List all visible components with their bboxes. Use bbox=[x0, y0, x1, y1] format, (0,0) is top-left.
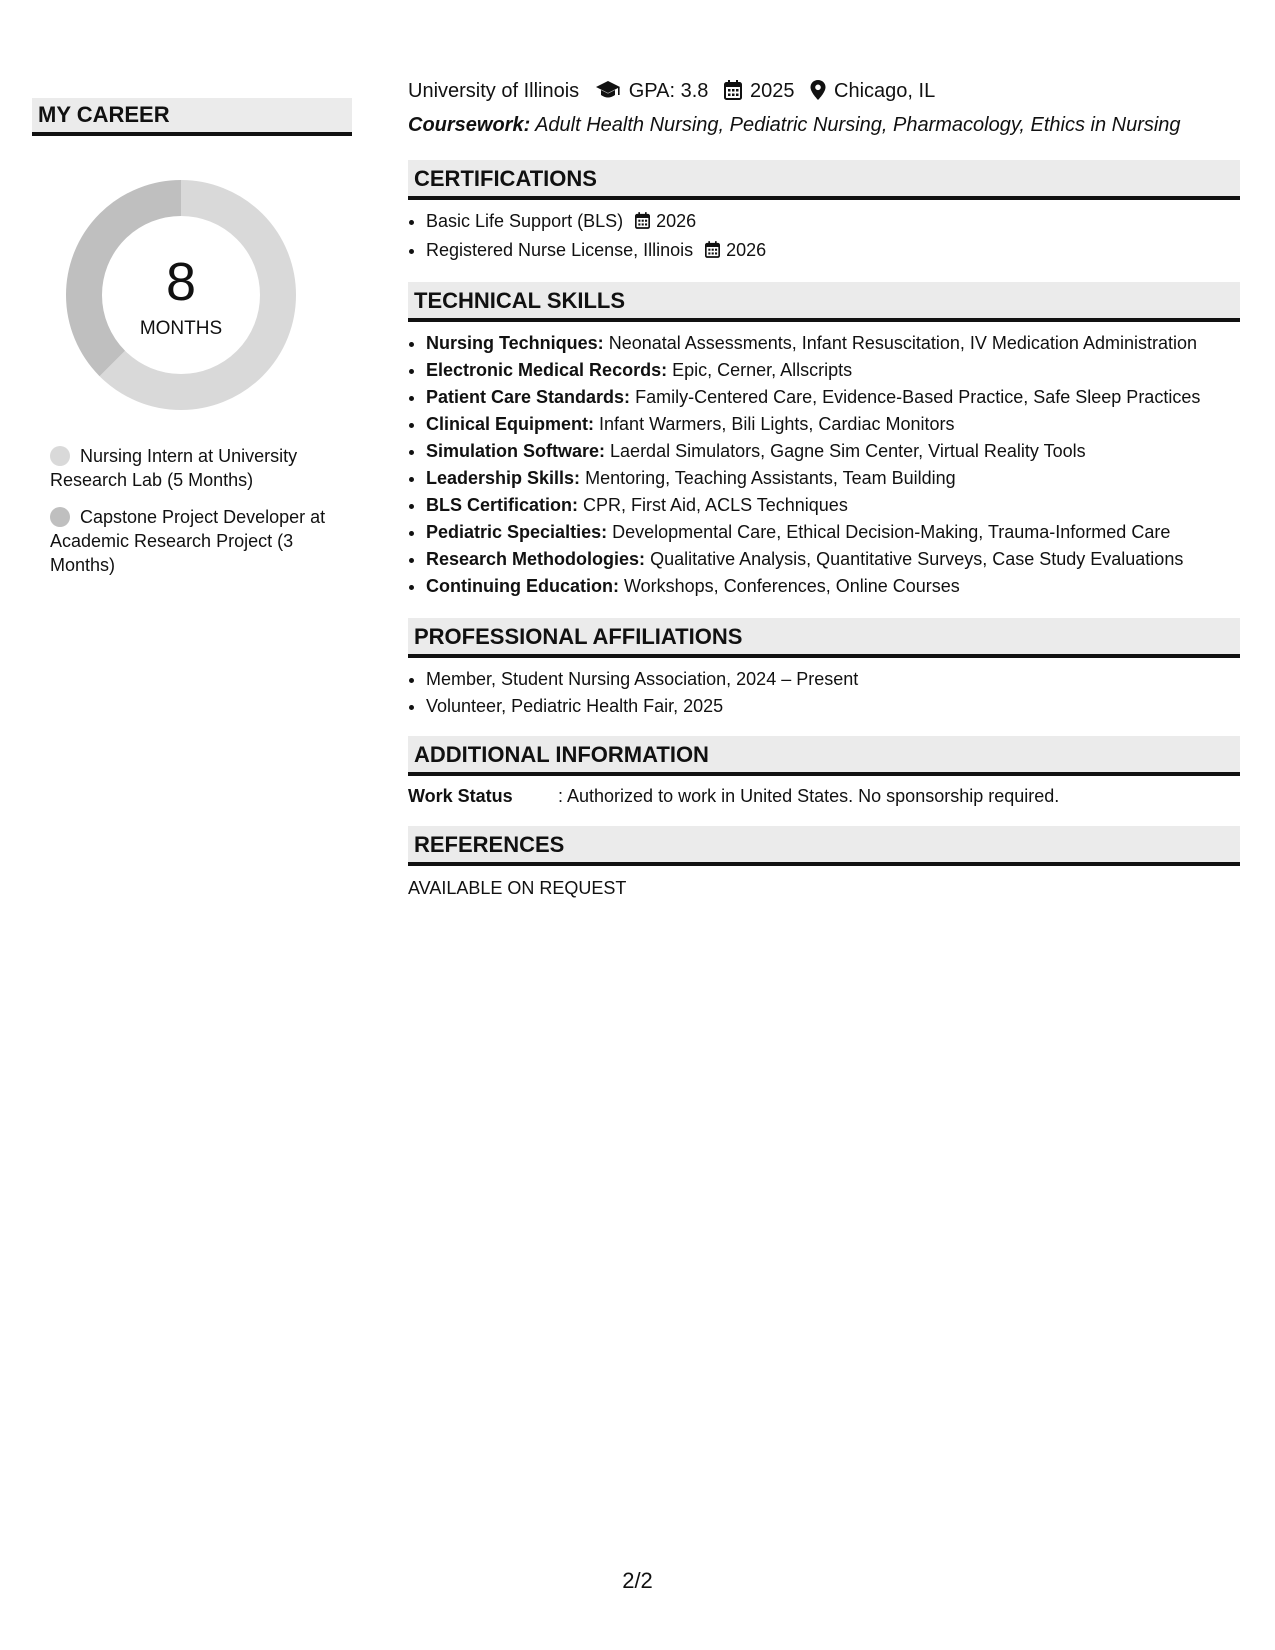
gpa: GPA: 3.8 bbox=[628, 80, 709, 102]
skill-item bbox=[426, 438, 1240, 465]
certification-item bbox=[426, 208, 1240, 237]
references-section bbox=[408, 826, 1240, 900]
skill-item bbox=[426, 384, 1240, 411]
legend-dot bbox=[50, 507, 70, 527]
legend-label: Nursing Intern at University Research Lab (5 Months) bbox=[50, 446, 298, 490]
page-number: 2/2 bbox=[622, 1568, 653, 1593]
skill-label: Leadership Skills: bbox=[426, 468, 581, 488]
coursework bbox=[408, 112, 1240, 138]
work-status-value: : Authorized to work in United States. No sponsorship required. bbox=[558, 786, 1060, 806]
skill-label: Research Methodologies: bbox=[426, 549, 646, 569]
skill-item bbox=[426, 330, 1240, 357]
coursework-list: Adult Health Nursing, Pediatric Nursing, Pharmacology, Ethics in Nursing bbox=[535, 114, 1181, 136]
location: Chicago, IL bbox=[834, 80, 936, 102]
skill-text: CPR, First Aid, ACLS Techniques bbox=[583, 495, 848, 515]
donut-total-value: 8 bbox=[165, 252, 197, 312]
skill-label: Nursing Techniques: bbox=[426, 333, 604, 353]
skill-text: Mentoring, Teaching Assistants, Team Building bbox=[585, 468, 956, 488]
skill-text: Neonatal Assessments, Infant Resuscitation, IV Medication Administration bbox=[608, 333, 1197, 353]
calendar-icon bbox=[724, 80, 742, 107]
calendar-icon bbox=[635, 210, 650, 237]
graduation-year: 2025 bbox=[749, 80, 795, 102]
affiliations-list bbox=[408, 666, 1240, 720]
skill-item bbox=[426, 546, 1240, 573]
skill-label: Simulation Software: bbox=[426, 441, 606, 461]
skill-text: Laerdal Simulators, Gagne Sim Center, Virtual Reality Tools bbox=[610, 441, 1086, 461]
donut-unit-label: MONTHS bbox=[139, 318, 223, 339]
skill-item bbox=[426, 411, 1240, 438]
main-column bbox=[408, 78, 1240, 900]
skill-item bbox=[426, 519, 1240, 546]
skills-title: TECHNICAL SKILLS bbox=[408, 282, 1240, 322]
calendar-icon bbox=[705, 239, 720, 266]
sidebar bbox=[32, 98, 352, 590]
skill-text: Infant Warmers, Bili Lights, Cardiac Monitors bbox=[599, 414, 955, 434]
school-name: University of Illinois bbox=[408, 80, 580, 102]
skill-label: Patient Care Standards: bbox=[426, 387, 631, 407]
affiliation-item: • Member, Student Nursing Association, 2024 – Present bbox=[426, 666, 1240, 693]
certification-year: 2026 bbox=[656, 211, 697, 231]
certification-year: 2026 bbox=[726, 240, 767, 260]
certification-name: Registered Nurse License, Illinois bbox=[426, 240, 694, 260]
additional-section bbox=[408, 736, 1240, 808]
legend-item bbox=[50, 444, 340, 492]
skill-label: Electronic Medical Records: bbox=[426, 360, 668, 380]
skill-text: Family-Centered Care, Evidence-Based Practice, Safe Sleep Practices bbox=[635, 387, 1201, 407]
skills-list bbox=[408, 330, 1240, 600]
skill-label: BLS Certification: bbox=[426, 495, 579, 515]
certifications-title: CERTIFICATIONS bbox=[408, 160, 1240, 200]
map-pin-icon bbox=[810, 80, 826, 107]
donut-center bbox=[66, 180, 296, 410]
skill-item bbox=[426, 357, 1240, 384]
affiliation-item: • Volunteer, Pediatric Health Fair, 2025 bbox=[426, 693, 1240, 720]
coursework-label: Coursework: bbox=[408, 114, 531, 136]
skill-text: Epic, Cerner, Allscripts bbox=[672, 360, 853, 380]
references-title: REFERENCES bbox=[408, 826, 1240, 866]
certification-item bbox=[426, 237, 1240, 266]
work-status-row bbox=[408, 784, 1240, 808]
education-line bbox=[408, 78, 1240, 107]
certifications-list bbox=[408, 208, 1240, 266]
skill-item bbox=[426, 465, 1240, 492]
additional-title: ADDITIONAL INFORMATION bbox=[408, 736, 1240, 776]
legend-label: Capstone Project Developer at Academic Research Project (3 Months) bbox=[50, 507, 326, 575]
legend-item bbox=[50, 505, 340, 577]
skill-text: Qualitative Analysis, Quantitative Surveys, Case Study Evaluations bbox=[650, 549, 1184, 569]
skill-text: Workshops, Conferences, Online Courses bbox=[623, 576, 960, 596]
skill-label: Pediatric Specialties: bbox=[426, 522, 608, 542]
certifications-section bbox=[408, 160, 1240, 266]
affiliations-title: PROFESSIONAL AFFILIATIONS bbox=[408, 618, 1240, 658]
career-legend bbox=[32, 444, 340, 577]
skill-label: Continuing Education: bbox=[426, 576, 619, 596]
work-status-label: Work Status bbox=[408, 786, 513, 806]
career-donut-chart bbox=[66, 180, 296, 410]
career-header: MY CAREER bbox=[32, 98, 352, 136]
skill-label: Clinical Equipment: bbox=[426, 414, 595, 434]
legend-dot bbox=[50, 446, 70, 466]
skill-text: Developmental Care, Ethical Decision-Making, Trauma-Informed Care bbox=[612, 522, 1171, 542]
certification-name: Basic Life Support (BLS) bbox=[426, 211, 624, 231]
graduation-cap-icon bbox=[595, 80, 621, 107]
skills-section bbox=[408, 282, 1240, 600]
skill-item bbox=[426, 492, 1240, 519]
skill-item bbox=[426, 573, 1240, 600]
references-text: AVAILABLE ON REQUEST bbox=[408, 878, 627, 898]
affiliations-section bbox=[408, 618, 1240, 720]
